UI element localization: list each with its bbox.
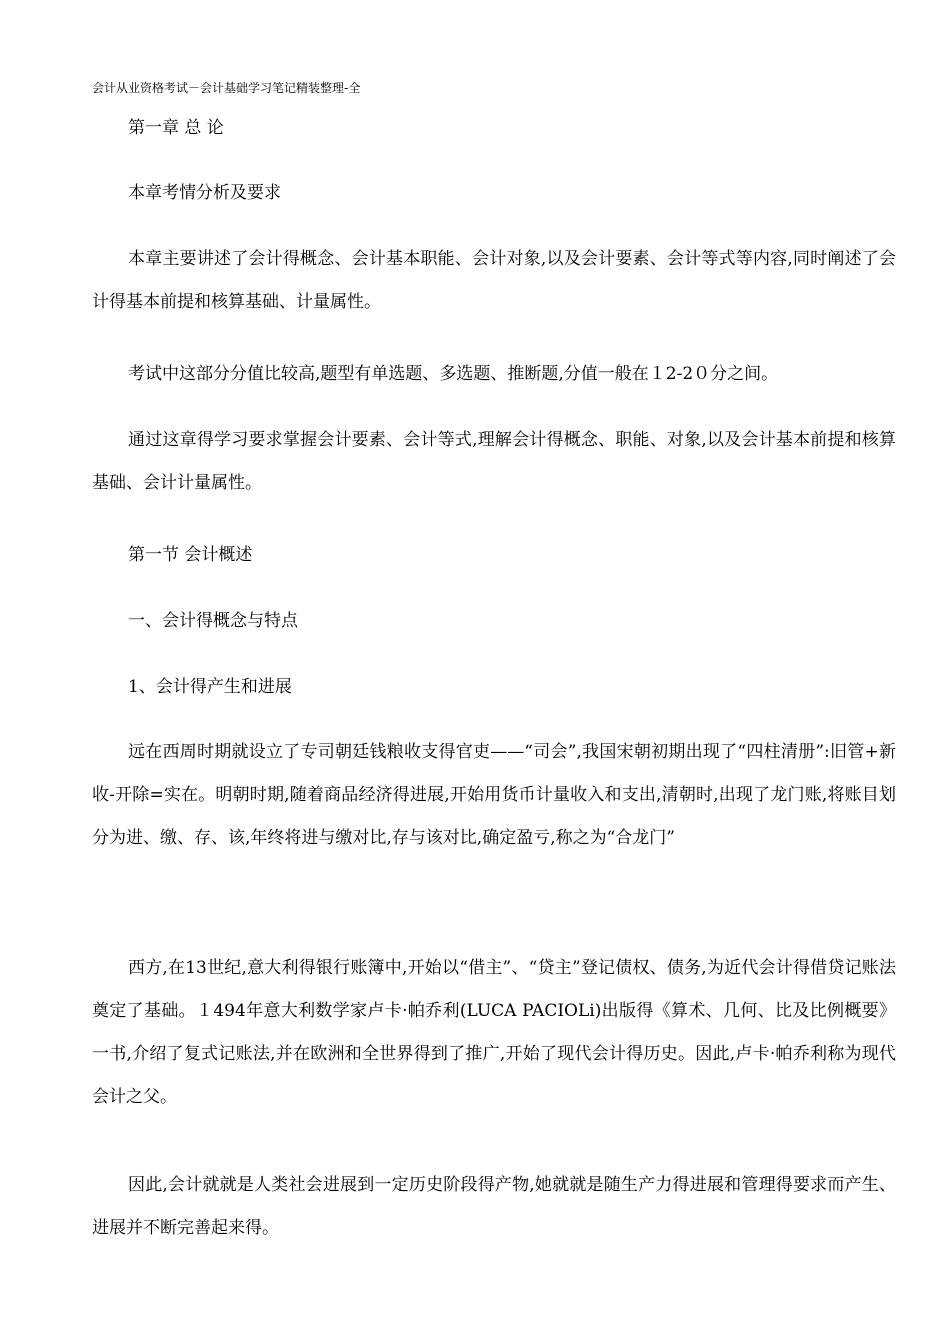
paragraph-conclusion: 因此,会计就就是人类社会进展到一定历史阶段得产物,她就就是随生产力得进展和管理得要求而产生、进展并不断完善起来得。 [92, 1175, 896, 1238]
paragraph-western-history: 西方,在13世纪,意大利得银行账簿中,开始以“借主”、“贷主”登记债权、债务,为近代会计得借贷记账法奠定了基础。１494年意大利数学家卢卡·帕乔利(LUCA PACIOLi)出版得《算术、几何、比及比例概要》一书,介绍了复式记账法,并在欧洲和全世界得到了推广,开始了现代会计得历史。因此,卢卡·帕乔利称为现代会计之父。 [92, 958, 896, 1107]
section-title: 第一节 会计概述 [128, 545, 253, 565]
paragraph-china-history: 远在西周时期就设立了专司朝廷钱粮收支得官吏——“司会”,我国宋朝初期出现了“四柱清册”:旧管+新收-开除=实在。明朝时期,随着商品经济得进展,开始用货币计量收入和支出,清朝时,出现了龙门账,将账目划分为进、缴、存、该,年终将进与缴对比,存与该对比,确定盈亏,称之为“合龙门” [92, 742, 896, 848]
paragraph-intro: 本章主要讲述了会计得概念、会计基本职能、会计对象,以及会计要素、会计等式等内容,同时阐述了会计得基本前提和核算基础、计量属性。 [92, 249, 896, 312]
page-header: 会计从业资格考试－会计基础学习笔记精装整理-全 [92, 81, 361, 95]
paragraph-learning-goals: 通过这章得学习要求掌握会计要素、会计等式,理解会计得概念、职能、对象,以及会计基本前提和核算基础、会计计量属性。 [92, 430, 896, 493]
subsection-title: 一、会计得概念与特点 [128, 611, 298, 631]
item-title: 1、会计得产生和进展 [128, 677, 292, 697]
chapter-title: 第一章 总 论 [128, 118, 224, 138]
section-heading: 本章考情分析及要求 [128, 183, 281, 203]
paragraph-exam-score: 考试中这部分分值比较高,题型有单选题、多选题、推断题,分值一般在１2-2０分之间。 [128, 364, 779, 384]
